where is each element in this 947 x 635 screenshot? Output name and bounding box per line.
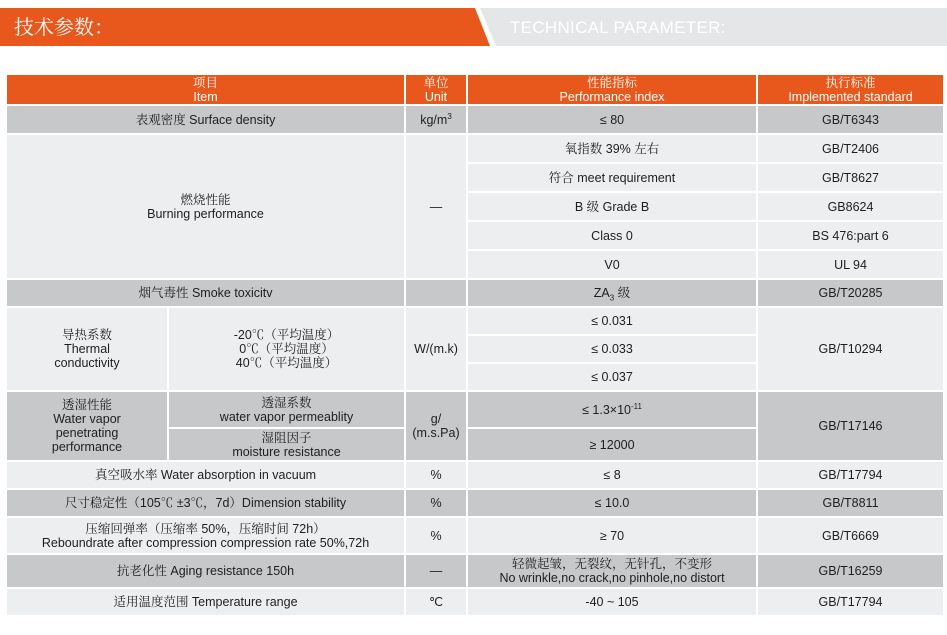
burning-value: B 级 Grade B (467, 192, 757, 221)
vapor-item: 透湿性能 Water vapor penetrating performance (6, 391, 168, 461)
water-absorption-unit: % (405, 461, 467, 489)
smoke-standard: GB/T20285 (757, 279, 944, 307)
header-performance: 性能指标 Performance index (467, 74, 757, 105)
table-row (6, 391, 944, 428)
table-row (6, 554, 944, 588)
aging-unit: — (405, 554, 467, 588)
burning-standard: GB8624 (757, 192, 944, 221)
table-row (6, 588, 944, 616)
smoke-item: 烟气毒性 Smoke toxicitv (6, 279, 405, 307)
thermal-temperatures: -20℃（平均温度） 0℃（平均温度） 40℃（平均温度） (168, 307, 405, 391)
burning-standard: GB/T2406 (757, 134, 944, 163)
table-row (6, 105, 944, 134)
temperature-standard: GB/T17794 (757, 588, 944, 616)
burning-value: V0 (467, 250, 757, 279)
surface-density-value: ≤ 80 (467, 105, 757, 134)
vapor-permeability-label: 透湿系数 water vapor permeablity (168, 391, 405, 428)
burning-standard: GB/T8627 (757, 163, 944, 192)
thermal-standard: GB/T10294 (757, 307, 944, 391)
aging-value: 轻微起皱，无裂纹，无针孔，不变形 No wrinkle,no crack,no pinhole,no distort (467, 554, 757, 588)
burning-unit: — (405, 134, 467, 279)
burning-value: Class 0 (467, 221, 757, 250)
header-unit: 单位 Unit (405, 74, 467, 105)
dimension-item: 尺寸稳定性（105℃ ±3℃，7d）Dimension stability (6, 489, 405, 517)
rebound-item: 压缩回弹率（压缩率 50%，压缩时间 72h） Reboundrate after compression compression rate 50%,72h (6, 517, 405, 554)
technical-parameter-table (5, 73, 945, 617)
banner-title-cn: 技术参数： (14, 15, 114, 39)
table-row (6, 134, 944, 163)
burning-value: 符合 meet requirement (467, 163, 757, 192)
smoke-unit (405, 279, 467, 307)
moisture-resistance-value: ≥ 12000 (467, 428, 757, 461)
table-header-row (6, 74, 944, 105)
temperature-unit: ℃ (405, 588, 467, 616)
thermal-value: ≤ 0.031 (467, 307, 757, 335)
burning-item: 燃烧性能 Burning performance (6, 134, 405, 279)
header-item: 项目 Item (6, 74, 405, 105)
dimension-standard: GB/T8811 (757, 489, 944, 517)
smoke-value: $ZA_3$ 级 (467, 279, 757, 307)
water-absorption-item: 真空吸水率 Water absorption in vacuum (6, 461, 405, 489)
rebound-unit: % (405, 517, 467, 554)
header-banner (0, 0, 947, 48)
thermal-item: 导热系数 Thermal conductivity (6, 307, 168, 391)
table-row (6, 517, 944, 554)
rebound-value: ≥ 70 (467, 517, 757, 554)
vapor-permeability-value: ≤ $1.3\times 10^{-11}$ (467, 391, 757, 428)
thermal-value: ≤ 0.037 (467, 363, 757, 391)
vapor-standard: GB/T17146 (757, 391, 944, 461)
table-row (6, 279, 944, 307)
dimension-unit: % (405, 489, 467, 517)
burning-standard: UL 94 (757, 250, 944, 279)
temperature-value: -40 ~ 105 (467, 588, 757, 616)
moisture-resistance-label: 湿阻因子 moisture resistance (168, 428, 405, 461)
vapor-unit: g/ (m.s.Pa) (405, 391, 467, 461)
surface-density-standard: GB/T6343 (757, 105, 944, 134)
burning-value: 氧指数 39% 左右 (467, 134, 757, 163)
table-row (6, 461, 944, 489)
aging-standard: GB/T16259 (757, 554, 944, 588)
water-absorption-standard: GB/T17794 (757, 461, 944, 489)
table-row (6, 489, 944, 517)
burning-standard: BS 476:part 6 (757, 221, 944, 250)
header-standard: 执行标准 Implemented standard (757, 74, 944, 105)
table-row (6, 307, 944, 335)
water-absorption-value: ≤ 8 (467, 461, 757, 489)
surface-density-unit: $kg/m^3$ (405, 105, 467, 134)
thermal-value: ≤ 0.033 (467, 335, 757, 363)
rebound-standard: GB/T6669 (757, 517, 944, 554)
aging-item: 抗老化性 Aging resistance 150h (6, 554, 405, 588)
temperature-item: 适用温度范围 Temperature range (6, 588, 405, 616)
thermal-unit: W/(m.k) (405, 307, 467, 391)
dimension-value: ≤ 10.0 (467, 489, 757, 517)
surface-density-item: 表观密度 Surface density (6, 105, 405, 134)
banner-title-en: TECHNICAL PARAMETER: (510, 18, 726, 37)
